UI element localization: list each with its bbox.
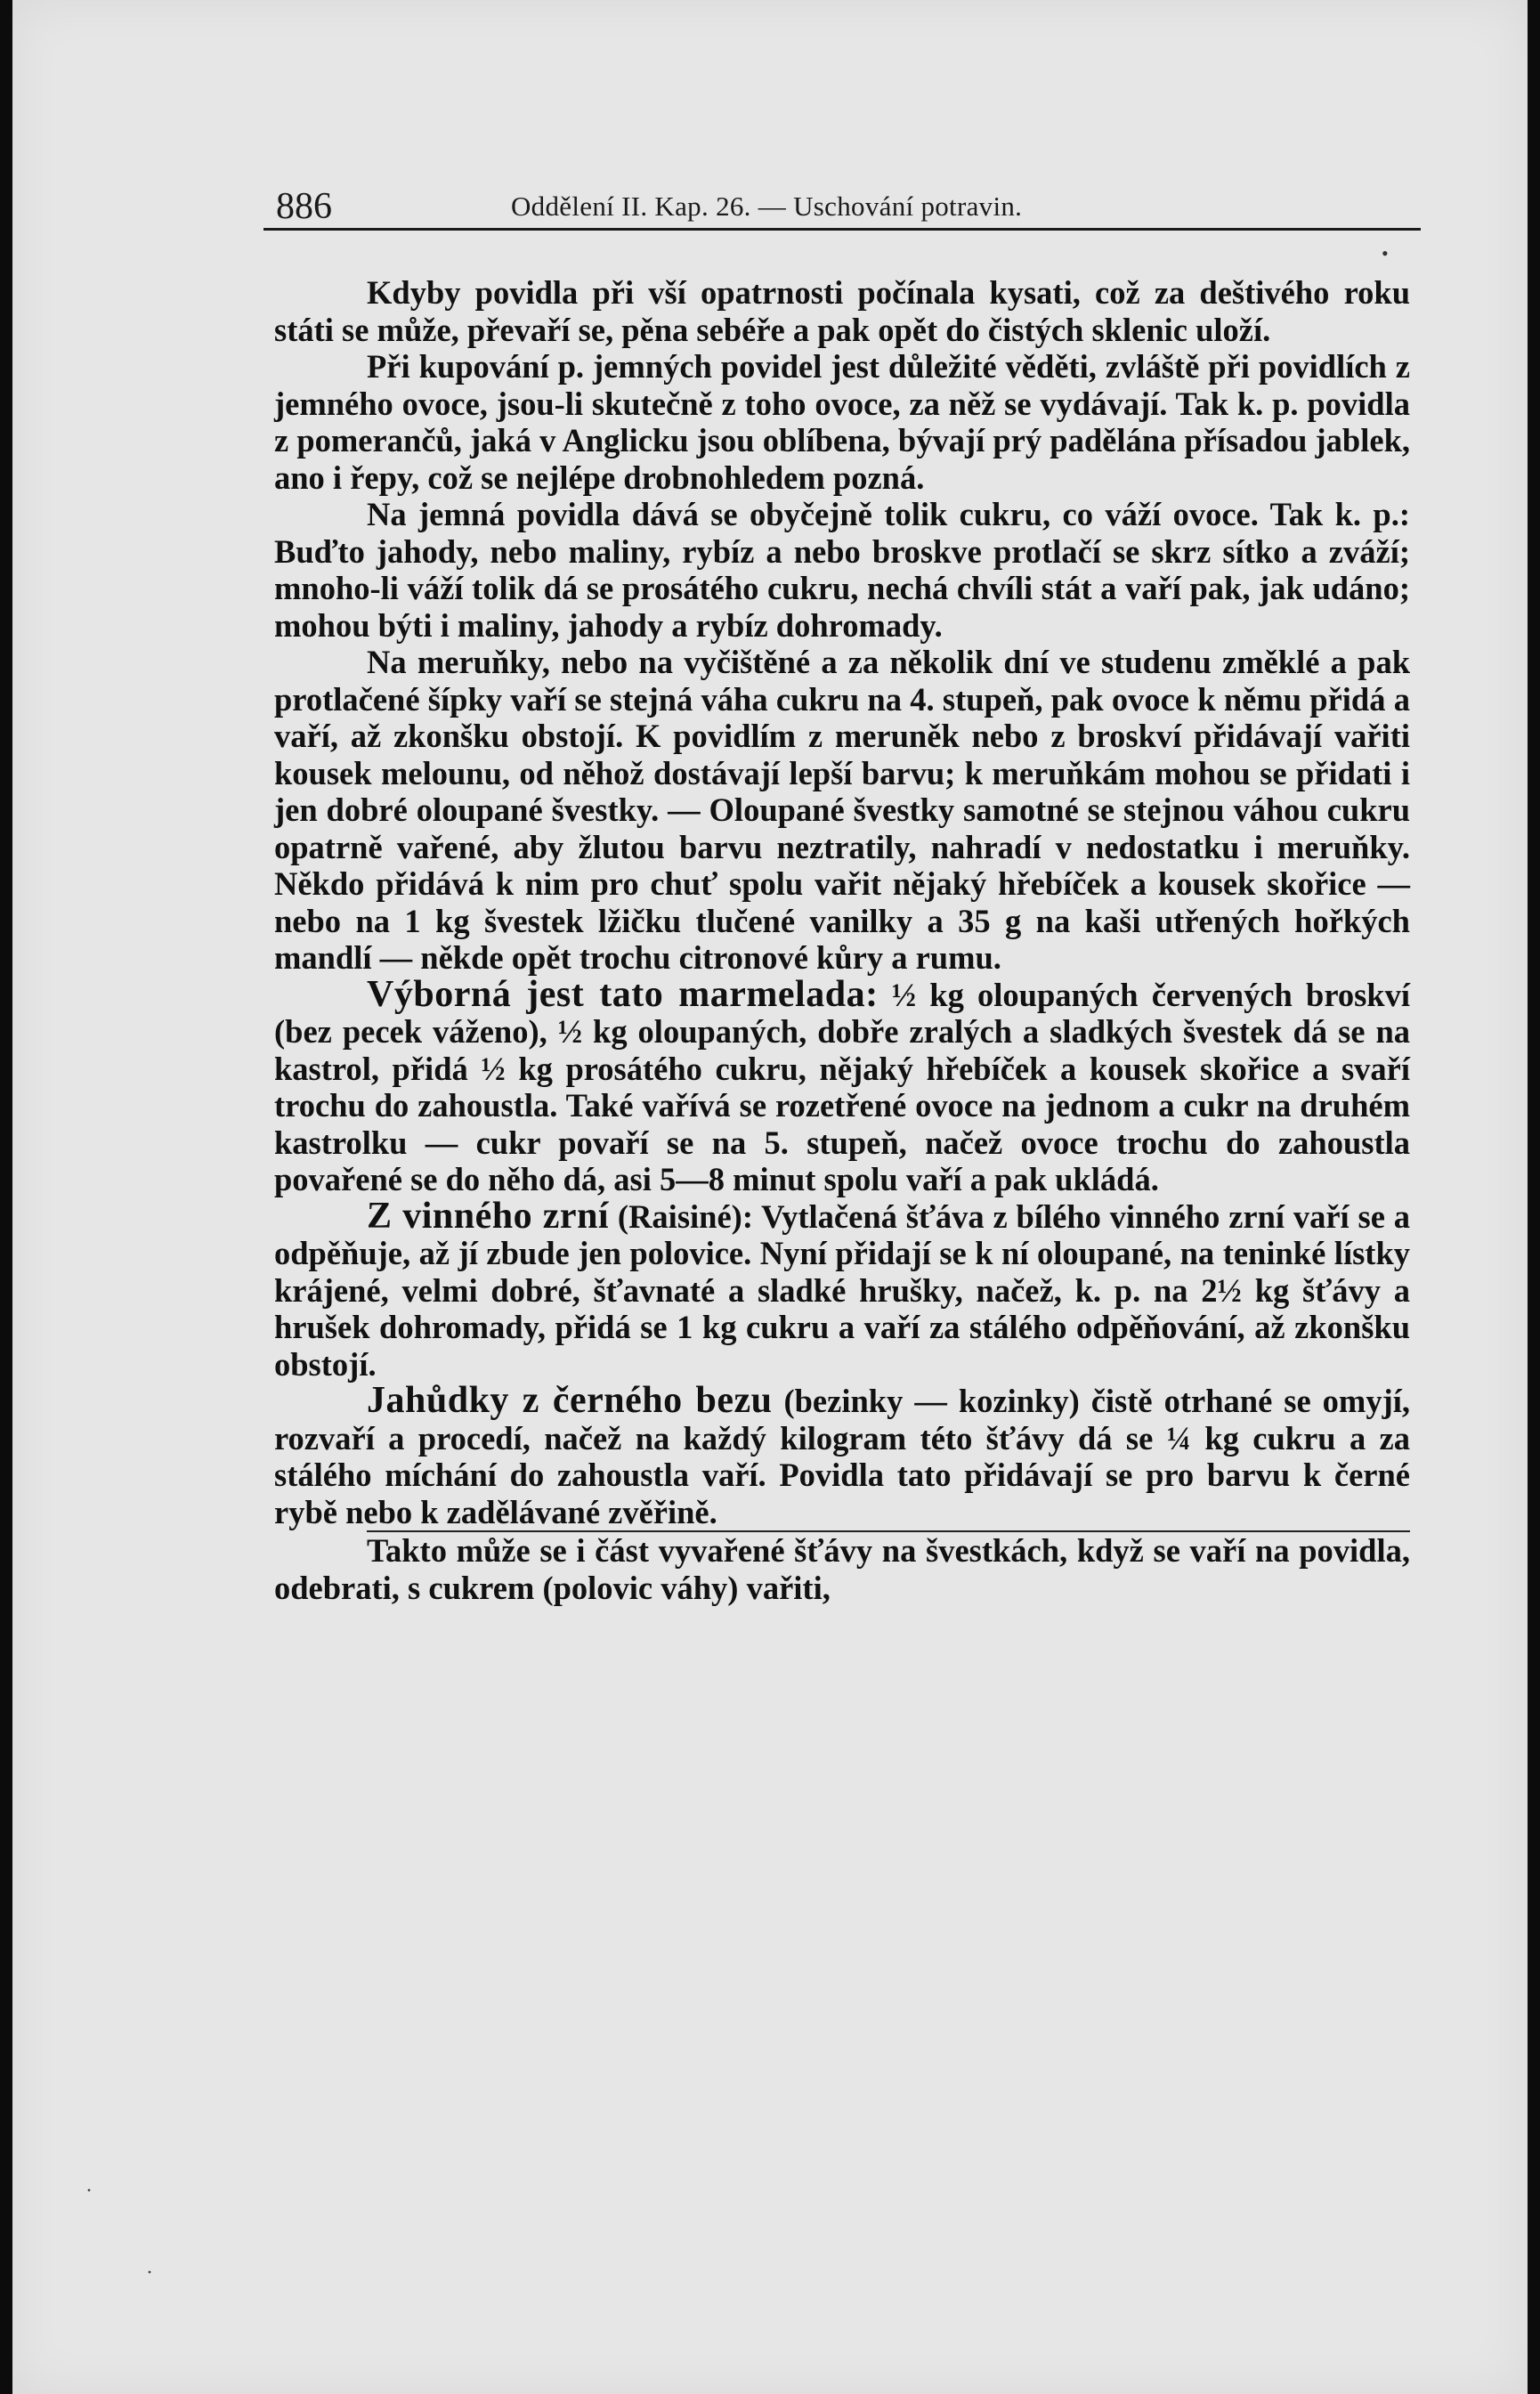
- paragraph-text: (Raisiné): Vytlačená šťáva z bílého vinného zrní vaří se a odpěňuje, až jí zbude jen polovice. Nyní přidají se k ní oloupané, na teninké lístky krájené, velmi dobré, šťavnaté a sladké hrušky, načež, k. p. na 2½ kg šťávy a hrušek dohromady, přidá se 1 kg cukru a vaří za stálého odpěňování, až zkonšku obstojí.: [274, 1197, 1410, 1383]
- paper-speck-icon: ·: [85, 2179, 93, 2203]
- paragraph-raisine: [274, 1195, 1410, 1384]
- page-body: [274, 274, 1410, 1606]
- running-head: Oddělení II. Kap. 26. — Uschování potravin.: [511, 191, 1023, 222]
- paragraph-lead-heading: Výborná jest tato marmelada:: [367, 973, 879, 1015]
- paper-speck-icon: ·: [146, 2261, 153, 2284]
- paragraph-marmalade: [274, 973, 1411, 1198]
- page-header: [263, 183, 1421, 231]
- paragraph-text: Takto může se i část vyvařené šťávy na švestkách, když se vaří na povidla, odebrati, s cukrem (polovic váhy) vařiti,: [274, 1532, 1410, 1606]
- paragraph-elderberry: [274, 1380, 1410, 1530]
- page-number: 886: [276, 186, 332, 227]
- book-page: [12, 0, 1528, 2394]
- paragraph-lead-heading: Z vinného zrní: [367, 1195, 610, 1237]
- paragraph-text: (bezinky — kozinky) čistě otrhané se omyjí, rozvaří a procedí, načež na každý kilogram této šťávy dá se ¼ kg cukru a za stálého míchání do zahoustla vaří. Povidla tato přidávají se pro barvu k černé rybě nebo k zadělávané zvěřině.: [274, 1383, 1410, 1530]
- paragraph-lead-heading: Jahůdky z černého bezu: [367, 1380, 773, 1421]
- paragraph-fine-jams: [274, 496, 1410, 644]
- paragraph-reboiling: [274, 274, 1410, 348]
- paragraph-buying: [274, 348, 1410, 496]
- paragraph-text: Na jemná povidla dává se obyčejně tolik cukru, co váží ovoce. Tak k. p.: Buďto jahody, nebo maliny, rybíz a nebo broskve protlačí se skrz sítko a zváží; mnoho-li váží tolik dá se prosátého cukru, nechá chvíli stát a vaří pak, jak udáno; mohou býti i maliny, jahody a rybíz dohromady.: [274, 496, 1410, 644]
- paragraph-apricots: [274, 644, 1410, 977]
- paragraph-plum-juice: [274, 1532, 1410, 1606]
- paragraph-text: Při kupování p. jemných povidel jest důležité věděti, zvláště při povidlích z jemného ovoce, jsou-li skutečně z toho ovoce, za něž se vydávají. Tak k. p. povidla z pomerančů, jaká v Anglicku jsou oblíbena, bývají prý padělána přísadou jablek, ano i řepy, což se nejlépe drobnohledem pozná.: [274, 348, 1410, 496]
- paragraph-text: ½ kg oloupaných červených broskví (bez pecek váženo), ½ kg oloupaných, dobře zralých a sladkých švestek dá se na kastrol, přidá ½ kg prosátého cukru, nějaký hřebíček a kousek skořice a svaří trochu do zahoustla. Také vařívá se rozetřené ovoce na jednom a cukr na druhém kastrolku — cukr povaří se na 5. stupeň, načež ovoce trochu do zahoustla povařené se do něho dá, asi 5—8 minut spolu vaří a pak ukládá.: [274, 976, 1411, 1197]
- printer-mark: •: [1382, 242, 1389, 264]
- paragraph-text: Na meruňky, nebo na vyčištěné a za několik dní ve studenu změklé a pak protlačené šípky vaří se stejná váha cukru na 4. stupeň, pak ovoce k němu přidá a vaří, až zkonšku obstojí. K povidlím z meruněk nebo z broskví přidávají vařiti kousek melounu, od něhož dostávají lepší barvu; k meruňkám mohou se přidati i jen dobré oloupané švestky. — Oloupané švestky samotné se stejnou váhou cukru opatrně vařené, aby žlutou barvu neztratily, nahradí v nedostatku i meruňky. Někdo přidává k nim pro chuť spolu vařit nějaký hřebíček a kousek skořice — nebo na 1 kg švestek lžičku tlučené vanilky a 35 g na kaši utřených hořkých mandlí — někde opět trochu citronové kůry a rumu.: [274, 644, 1410, 976]
- paragraph-text: Kdyby povidla při vší opatrnosti počínala kysati, což za deštivého roku státi se může, převaří se, pěna sebéře a pak opět do čistých sklenic uloží.: [274, 274, 1410, 348]
